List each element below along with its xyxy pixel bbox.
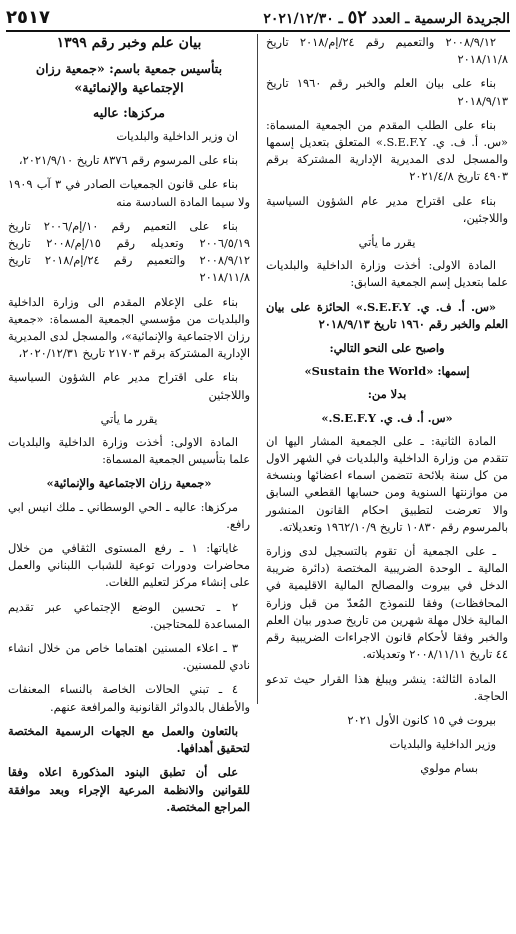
right-column xyxy=(266,34,508,785)
page-header xyxy=(6,6,510,28)
conditions: على أن تطبق البنود المذكورة اعلاه وفقا للقوانين والانظمة المرعية الإجراء وبعد موافقة المراجع المختصة. xyxy=(8,765,250,814)
goal-4: ٤ ـ تبني الحالات الخاصة بالنساء المعنفات والأطفال بالدوائر القانونية والمرافعة عنهم. xyxy=(8,682,250,714)
article-1: المادة الاولى: أخذت وزارة الداخلية والبلديات علما بتأسيس الجمعية المسماة: xyxy=(8,435,250,467)
cooperation: بالتعاون والعمل مع الجهات الرسمية المختصة لتحقيق أهدافها. xyxy=(8,723,250,756)
header-rule xyxy=(6,30,510,32)
issue-number: ٥٢ xyxy=(347,6,367,28)
place-date: بيروت في ١٥ كانون الأول ٢٠٢١ xyxy=(347,712,496,727)
paragraph: بناء على قانون الجمعيات الصادر في ٣ آب ١٩٠٩ ولا سيما المادة السادسة منه xyxy=(8,177,250,209)
paragraph: بناء على الطلب المقدم من الجمعية المسماة: «س. أ. ف. ي. S.E.F.Y.» المتعلق بتعديل إسمها والمسجل لدى المديرية الإدارية المشتركة برقم ٤٩٠٣ تاريخ ٢٠٢١/٤/٨ xyxy=(266,117,508,184)
paragraph: ٢٠٠٨/٩/١٢ والتعميم رقم ٢٤/إم/٢٠١٨ تاريخ ٢٠١٨/١١/٨ xyxy=(266,35,508,67)
goal-3: ٣ ـ اعلاء المسنين اهتماما خاص من خلال انشاء نادي للمسنين. xyxy=(8,641,250,673)
notice-subtitle: بتأسيس جمعية باسم: «جمعية رزان الإجتماعية والإنمائية» xyxy=(35,61,223,95)
issue-date: ـ ٢٠٢١/١٢/٣٠ xyxy=(263,10,343,27)
association-name: «جمعية رزان الاجتماعية والإنمائية» xyxy=(46,476,212,491)
paragraph: بناء على اقتراح مدير عام الشؤون السياسية واللاجئين، xyxy=(266,193,508,225)
signer-name: بسام مولوي xyxy=(420,761,478,776)
article-1: المادة الاولى: أخذت وزارة الداخلية والبلديات علما بتعديل إسم الجمعية السابق: xyxy=(266,258,508,290)
paragraph: بناء على الإعلام المقدم الى وزارة الداخلية والبلديات من مؤسسي الجمعية المسماة: «جمعية رزان الاجتماعية والإنمائية»، والمسجل لدى المديرية الإدارية المشتركة برقم ٢١٧٠٣ تاريخ ٢٠٢٠/١٢/٣١، xyxy=(8,294,250,361)
notice-title: بيان علم وخبر رقم ١٣٩٩ xyxy=(56,35,202,51)
page-number: ٢٥١٧ xyxy=(6,6,50,28)
article-3: المادة الثالثة: ينشر ويبلغ هذا القرار حيث تدعو الحاجة. xyxy=(266,671,508,703)
journal-title xyxy=(263,7,510,28)
instead-heading: بدلا من: xyxy=(367,387,407,402)
article-2: المادة الثانية: ـ على الجمعية المشار اليها ان تتقدم من وزارة الداخلية والبلديات في الشهر الاول من كل سنة بلائحة تتضمن اسماء اعضائها وبنسخة من موازنتها السنوية ومن حسابها القطعي السابق والا تعرضت لتطبيق احكام القانون المنشور بالمرسوم رقم ١٠٨٣٠ تاريخ ١٩٦٢/١٠/٩ وتعديلاته. xyxy=(266,433,508,534)
paragraph: بناء على بيان العلم والخبر رقم ١٩٦٠ تاريخ ٢٠١٨/٩/١٣ xyxy=(266,76,508,108)
paragraph: بناء على التعميم رقم ١٠/إم/٢٠٠٦ تاريخ ٢٠٠٦/٥/١٩ وتعديله رقم ١٥/إم/٢٠٠٨ تاريخ ٢٠٠٨/٩/١٢ والتعميم رقم ٢٤/إم/٢٠١٨ تاريخ ٢٠١٨/١١/٨ xyxy=(8,218,251,285)
goal-2: ٢ ـ تحسين الوضع الإجتماعي عبر تقديم المساعدة للمحتاجين. xyxy=(8,599,250,631)
column-divider xyxy=(257,34,258,704)
left-column xyxy=(8,34,250,823)
new-form-heading: واصبح على النحو التالي: xyxy=(329,341,445,356)
goals: غاياتها: ١ ـ رفع المستوى الثقافي من خلال محاضرات ودورات توعية للشباب اللبناني والعمل على إنشاء مركز لتعليم اللغات. xyxy=(8,541,250,590)
headquarters: مركزها: عاليه ـ الحي الوسطاني ـ ملك انيس ابي رافع. xyxy=(8,499,250,531)
journal-name: الجريدة الرسمية ـ العدد xyxy=(371,10,510,27)
paragraph: بناء على المرسوم رقم ٨٣٧٦ تاريخ ٢٠٢١/٩/١٠، xyxy=(18,153,238,168)
signer-title: وزير الداخلية والبلديات xyxy=(389,737,496,752)
notice-location: مركزها: عاليه xyxy=(93,105,165,120)
article-2b: ـ على الجمعية أن تقوم بالتسجيل لدى وزارة المالية ـ الوحدة الضريبية المختصة (دائرة ضريبة الدخل في بيروت والمصالح المالية الاقليمية في المحافظات) وفقا للنموذج المُعدّ من قبل وزارة المالية خلال مهلة شهرين من تاريخ صدور بيان العلم والخبر وفقا لأحكام قانون الاجراءات الضريبية رقم ٤٤ تاريخ ٢٠٠٨/١١/١١ وتعديلاته. xyxy=(266,544,508,662)
paragraph: ان وزير الداخلية والبلديات xyxy=(116,129,238,143)
paragraph: بناء على اقتراح مدير عام الشؤون السياسية واللاجئين xyxy=(8,370,250,402)
old-name: «س. أ. ف. ي. S.E.F.Y.» xyxy=(321,410,453,425)
new-name: إسمها: «Sustain the World» xyxy=(304,364,470,379)
decides-heading: يقرر ما يأتي xyxy=(100,411,158,426)
old-name-line: «س. أ. ف. ي. S.E.F.Y.» الحائزة على بيان العلم والخبر رقم ١٩٦٠ تاريخ ٢٠١٨/٩/١٣ xyxy=(266,299,508,331)
decides-heading: يقرر ما يأتي xyxy=(358,235,416,250)
